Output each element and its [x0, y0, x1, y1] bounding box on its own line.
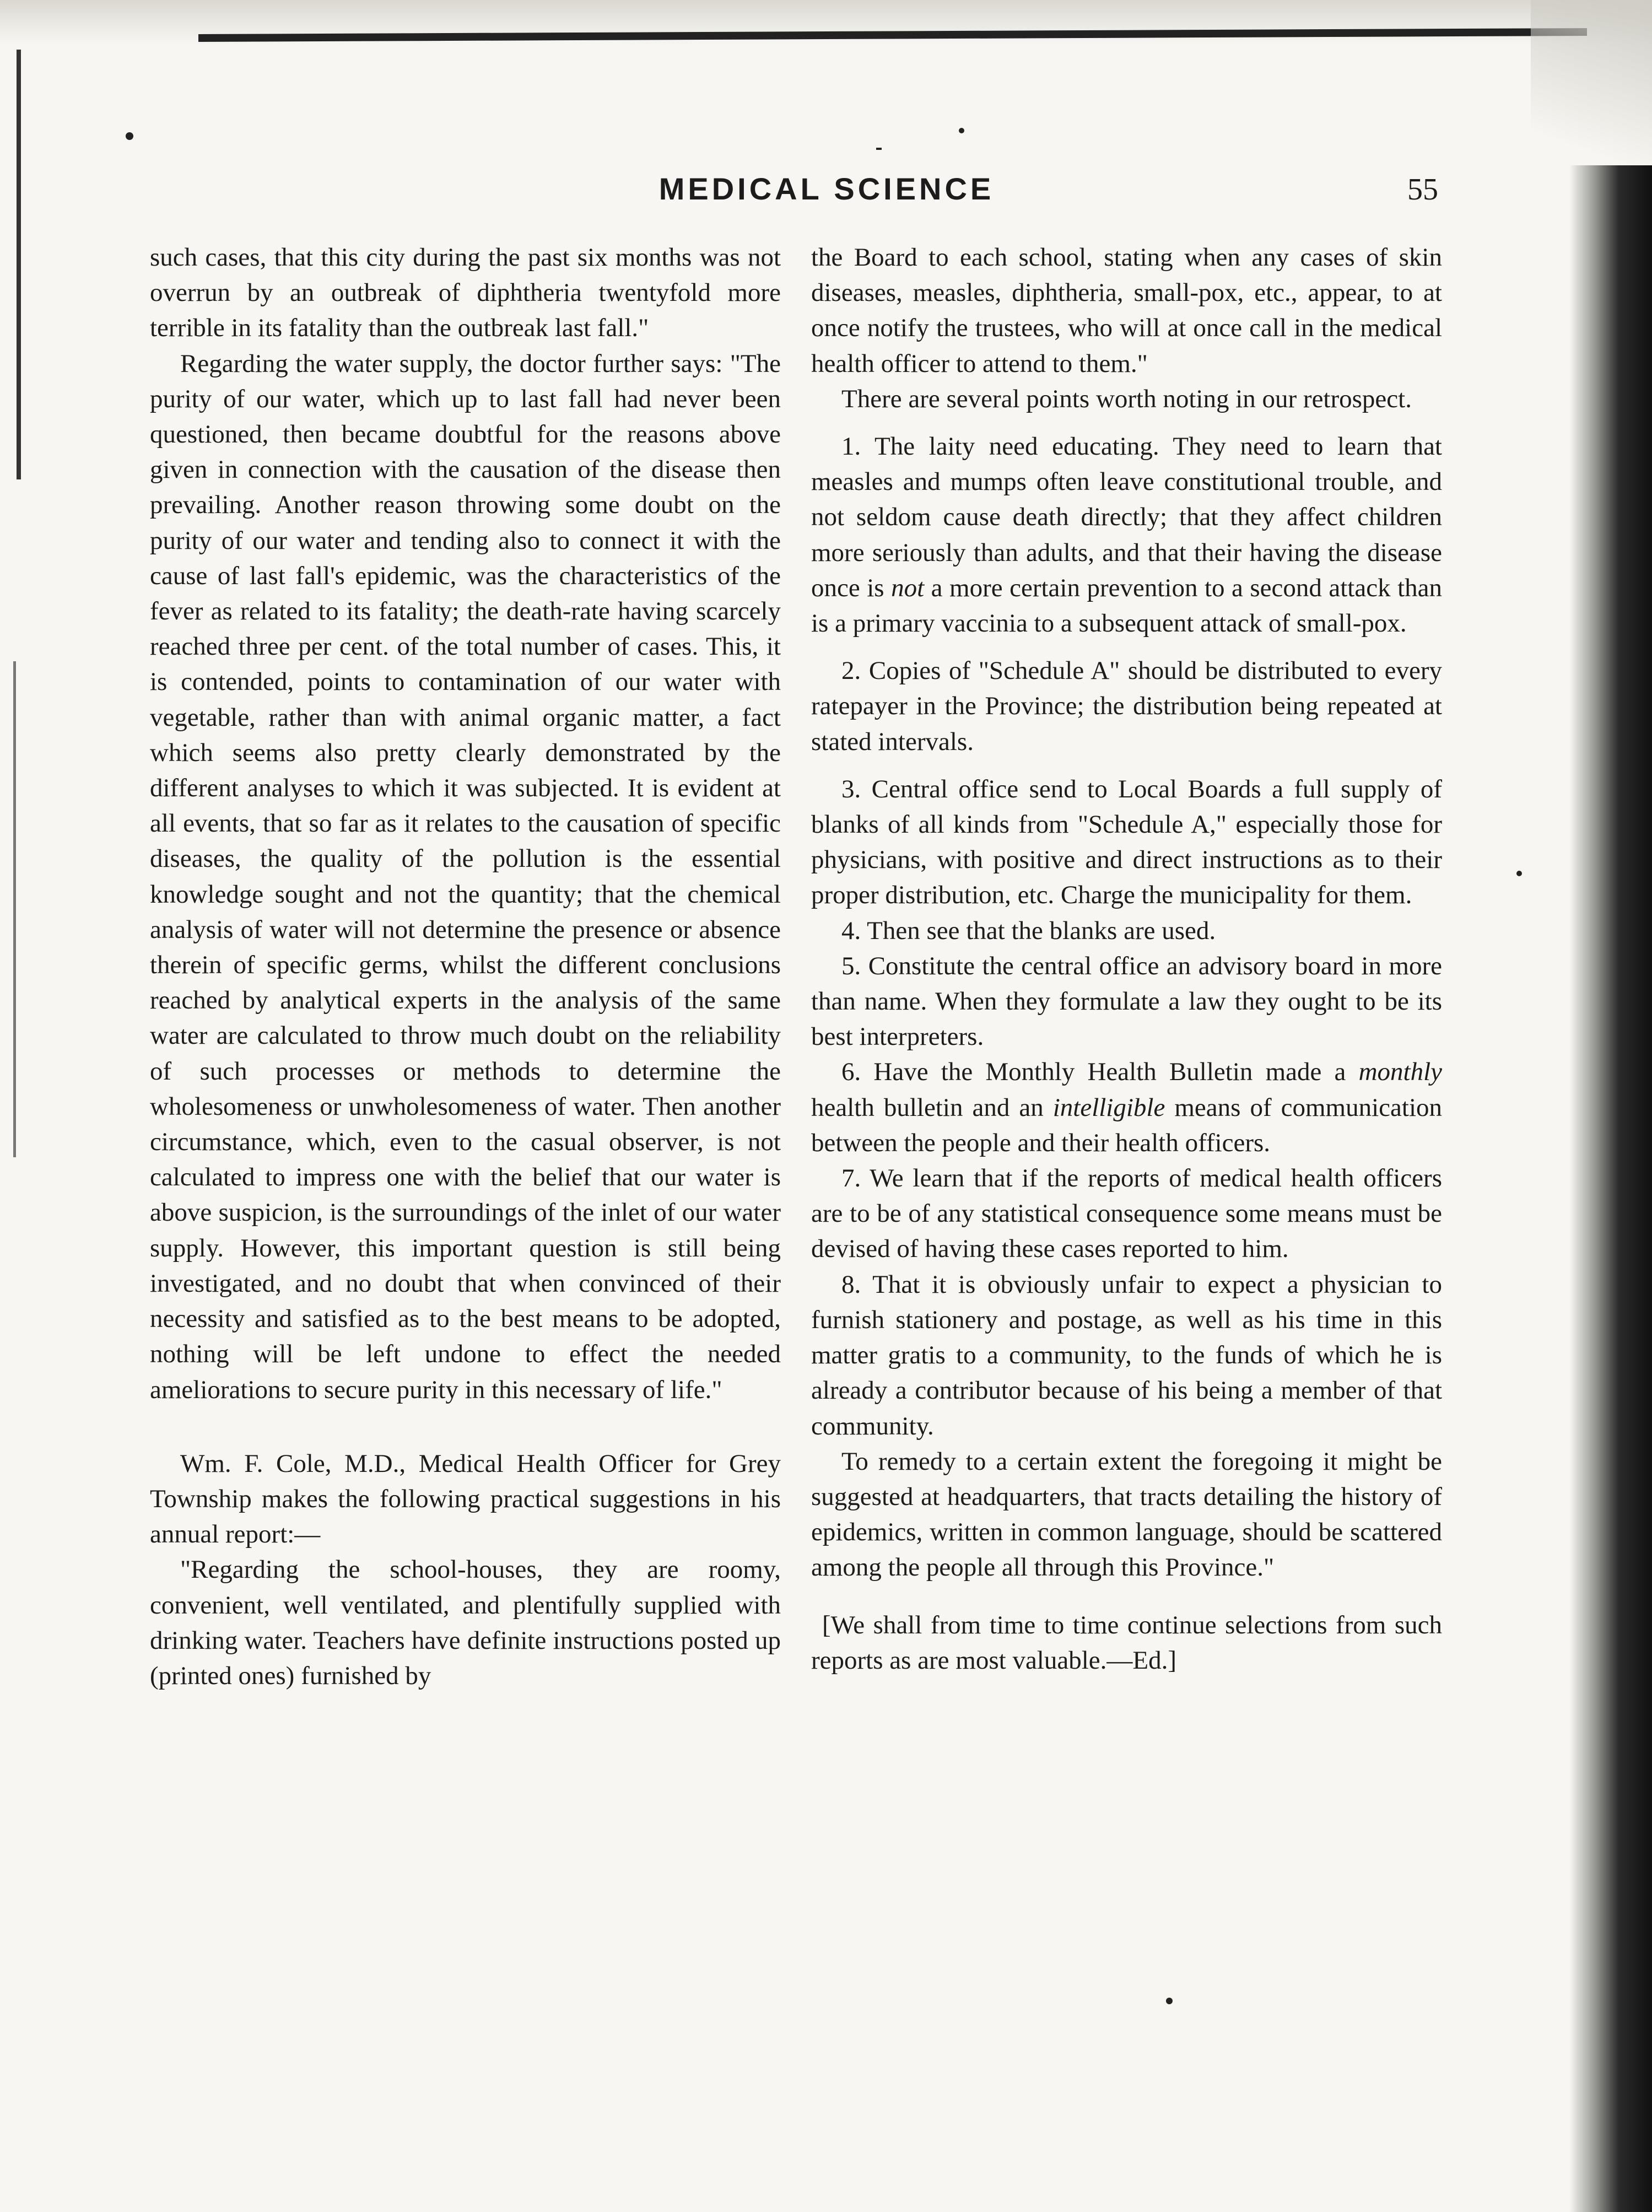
list-item	[811, 429, 1442, 641]
list-item: 5. Constitute the central office an advisory board in more than name. When they formulate a law they ought to be its best interpreters.	[811, 951, 1442, 1051]
left-page-edge	[17, 50, 21, 479]
paragraph: Regarding the water supply, the doctor further says: "The purity of our water, which up to last fall had never been questioned, then became doubtful for the reasons above given in connection with the causation of the disease then prevailing. Another reason throwing some doubt on the purity of our water and tending also to connect it with the cause of last fall's epidemic, was the characteristics of the fever as related to its fatality; the death-rate having scarcely reached three per cent. of the total number of cases. This, it is contended, points to contamination of our water with vegetable, rather than with animal organic matter, a fact which seems also pretty clearly demonstrated by the different analyses to which it was subjected. It is evident at all events, that so far as it relates to the causation of specific diseases, the quality of the pollution is the essential knowledge sought and not the quantity; that the chemical analysis of water will not determine the presence or absence therein of specific germs, whilst the different conclusions reached by analytical experts in the analysis of the same water are calculated to throw much doubt on the reliability of such processes or methods to determine the wholesomeness or unwholesomeness of water. Then another circumstance, which, even to the casual observer, is not calculated to impress one with the belief that our water is above suspicion, is the surroundings of the inlet of our water supply. However, this important question is still being investigated, and no doubt that when convinced of their necessity and satisfied as to the best means to be adopted, nothing will be left undone to effect the needed ameliorations to secure purity in this necessary of life."	[150, 349, 781, 1404]
list-item	[811, 1054, 1442, 1161]
emphasis: not	[891, 573, 925, 602]
ink-speck	[876, 148, 882, 150]
list-item: 7. We learn that if the reports of medical health officers are to be of any statistical consequence some means must be devised of having these cases reported to him.	[811, 1164, 1442, 1264]
paragraph: such cases, that this city during the past six months was not overrun by an outbreak of diphtheria twentyfold more terrible in its fatality than the outbreak last fall."	[150, 243, 781, 343]
left-column	[150, 240, 781, 1693]
paragraph: To remedy to a certain extent the foregoing it might be suggested at headquarters, that tracts detailing the history of epidemics, written in common language, should be scattered among the people all through this Province."	[811, 1447, 1442, 1582]
paragraph: the Board to each school, stating when any cases of skin diseases, measles, diphtheria, small-pox, etc., appear, to at once notify the trustees, who will at once call in the medical health officer to attend to them."	[811, 243, 1442, 378]
page-number: 55	[1407, 172, 1438, 207]
right-page-edge	[1569, 165, 1652, 2212]
list-item: 2. Copies of "Schedule A" should be distributed to every ratepayer in the Province; the distribution being repeated at stated intervals.	[811, 656, 1442, 756]
list-item-text: 1. The laity need educating. They need to learn that measles and mumps often leave constitutional trouble, and not seldom cause death directly; that they affect children more seriously than adults, and that their having the disease once is	[811, 432, 1442, 602]
paragraph: "Regarding the school-houses, they are roomy, convenient, well ventilated, and plentifully supplied with drinking water. Teachers have definite instructions posted up (printed ones) furnished by	[150, 1555, 781, 1690]
right-page-edge-top	[1531, 0, 1652, 176]
ink-speck	[1516, 871, 1522, 876]
ink-speck	[1166, 1998, 1173, 2004]
left-page-edge-lower	[13, 661, 16, 1157]
paragraph: There are several points worth noting in our retrospect.	[841, 384, 1412, 413]
emphasis: monthly	[1358, 1058, 1442, 1087]
paragraph: Wm. F. Cole, M.D., Medical Health Officer for Grey Township makes the following practical suggestions in his annual report:—	[150, 1449, 781, 1549]
emphasis: intelligible	[1052, 1093, 1165, 1122]
list-item: 3. Central office send to Local Boards a full supply of blanks of all kinds from "Schedule A," especially those for physicians, with positive and direct instructions as to their proper distribution, etc. Charge the municipality for them.	[811, 774, 1442, 910]
list-item-text: 6. Have the Monthly Health Bulletin made a	[841, 1058, 1346, 1087]
list-item-text: health bulletin and an	[811, 1093, 1044, 1122]
ink-speck	[959, 128, 964, 133]
right-column	[811, 240, 1442, 1678]
list-item: 8. That it is obviously unfair to expect a physician to furnish stationery and postage, as well as his time in this matter gratis to a community, to the funds of which he is already a contributor because of his being a member of that community.	[811, 1270, 1442, 1441]
editor-note: [We shall from time to time continue selections from such reports as are most valuable.—Ed.]	[811, 1610, 1442, 1675]
list-item-text: means of communication between the people and their health officers.	[811, 1093, 1442, 1157]
list-item-text: a more certain prevention to a second attack than is a primary vaccinia to a subsequent attack of small-pox.	[811, 573, 1443, 638]
running-head: MEDICAL SCIENCE	[658, 171, 995, 206]
list-item: 4. Then see that the blanks are used.	[841, 916, 1216, 945]
ink-speck	[126, 132, 133, 140]
